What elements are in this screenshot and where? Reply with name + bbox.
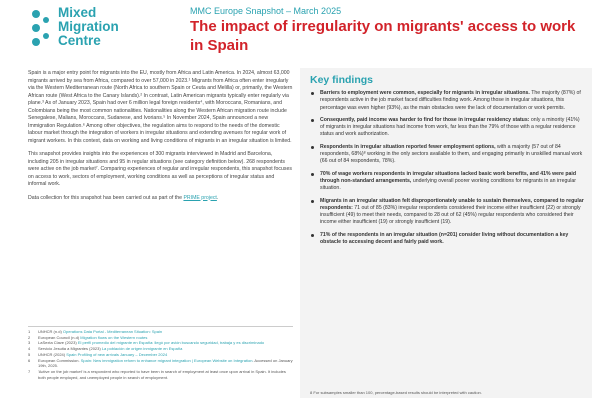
bullet-icon <box>311 234 314 237</box>
footnote-number: 7 <box>28 368 31 374</box>
finding-text: with a majority (57 out of 84 respondents, 68%)⁸ working in the only sectors available to them, and engaging primarily in unskilled manual work (66 out of 84 respondents, 78%). <box>320 143 583 165</box>
finding-text: The majority (87%) of respondents active in the job market faced difficulties finding work. Among those in irregular situations, this percentage was even higher (93%), as the main obstacles were the lack of documentation or work permits. <box>320 90 581 111</box>
footnote-number: 3 <box>28 340 31 346</box>
footnote-text: 'Active on the job market' is a respondent who reported to have been in search of employment at least once upon arrival in Spain. It includes both people employed, and unemployed people in search of employment. <box>38 368 286 380</box>
finding-bold: Barriers to employment were common, especially for migrants in irregular situations. <box>320 90 530 96</box>
footnote-number: 1 <box>28 329 31 334</box>
logo-text <box>58 6 119 48</box>
finding-bold: Respondents in irregular situation reported fewer employment options, <box>320 143 496 150</box>
bullet-icon <box>311 200 314 203</box>
key-findings-list <box>310 90 584 251</box>
footnote-number: 6 <box>28 357 31 363</box>
logo-mark-icon <box>30 8 52 48</box>
finding-text: 71 out of 85 (83%) irregular respondents considered their income either insufficient (22) or strongly insufficient (49) to meet their needs, compared to 28 out of 62 (45%) regular respondents who considered their income either insufficient (19) or strongly insufficient (19). <box>320 204 581 226</box>
footnote-link[interactable]: Spain: New immigration reform to enhance migrant integration | European Website on Integration <box>80 357 253 363</box>
footnote <box>28 358 293 369</box>
footnote-text: LaSexta Clave (2023) <box>38 340 78 346</box>
logo-line-1: Mixed <box>58 5 97 20</box>
footnote-suffix: . Accessed on January 19th, 2025. <box>38 357 293 369</box>
footnote-number: 4 <box>28 346 31 352</box>
list-item <box>310 171 584 193</box>
logo-line-3: Centre <box>58 33 101 48</box>
logo-line-2: Migration <box>58 19 119 34</box>
footnote-number: 5 <box>28 351 31 357</box>
footnote-number: 2 <box>28 334 31 340</box>
list-item <box>310 90 584 112</box>
intro-paragraph-3 <box>28 195 293 203</box>
key-findings-title: Key findings <box>310 74 374 86</box>
finding-text: only a minority (41%) of migrants in irregular situations had income from work, far less than the 79% of those with a regular residence status and work authorization. <box>320 116 580 138</box>
bullet-icon <box>311 92 314 95</box>
footnotes <box>28 326 293 380</box>
bullet-icon <box>311 119 314 122</box>
prime-project-link[interactable]: PRIME project <box>183 194 217 201</box>
right-footnote: 8 For subsamples smaller than 100, percentage-based results should be interpreted with caution. <box>310 390 482 395</box>
footnote-text: European Council (n.d) <box>38 334 81 340</box>
list-item <box>310 144 584 166</box>
key-findings-panel <box>300 68 592 398</box>
intro-paragraph-2: This snapshot provides insights into the experiences of 300 migrants interviewed in Madrid and Barcelona, including 205 in irregular situations and 95 in regular situations (see category definition below). 268 respondents were active on the job market⁷. Comparing experiences of regular and irregular respondents, this snapshot focuses on access to work, sectors of employment, working conditions as well as perceptions of irregular status and informal work. <box>28 151 292 187</box>
p3-prefix: Data collection for this snapshot has been carried out as part of the <box>28 194 184 201</box>
footnote-link[interactable]: Migration flows on the Western routes <box>80 334 148 340</box>
bullet-icon <box>311 173 314 176</box>
footnote-text: UNHCR (n.d) <box>38 329 63 334</box>
p3-suffix: . <box>216 194 219 201</box>
footnote-link[interactable]: Operations Data Portal - Mediterranean Situation: Spain <box>62 329 163 334</box>
footnote-link[interactable]: El perfil promedio del migrante en España: llegó por avión buscando seguridad, trabaja y es discriminado <box>77 340 265 346</box>
footnote-link[interactable]: La población de origen inmigrante en España <box>101 346 183 352</box>
bullet-icon <box>311 146 314 149</box>
footnote-link[interactable]: Spain Profiling of new arrivals January – December 2024 <box>66 351 168 357</box>
footnote-text: UNHCR (2024) <box>38 351 67 357</box>
finding-bold: 70% of wage workers respondents in irregular situations lacked basic work benefits, and 41% were paid through non-standard arrangements, <box>320 170 576 184</box>
logo <box>30 4 160 52</box>
finding-bold: Migrants in an irregular situation felt disproportionately unable to sustain themselves, compared to regular respondents: <box>320 197 584 211</box>
list-item <box>310 232 584 247</box>
intro-paragraph-1: Spain is a major entry point for migrants into the EU, mostly from Africa and Latin America. In 2024, almost 63,000 migrants arrived by sea from Africa, compared to over 57,000 in 2023.¹ Migrants from Africa often enter irregularly via the Western Mediterranean route (North Africa to southern Spain or Ceuta and Melilla) or, primarily, the Western African route (West Africa to the Canary Islands).² In contrast, Latin American migrants typically enter regularly via plane.³ As of January 2023, Spain had over 6 million legal foreign residents⁴, with Moroccans, Romanians, and Colombians being the most common nationalities. Nationalities along the Western African migration route include Senegalese, Malians, Moroccans, Sudanese, and Ivorians.⁵ In November 2024, Spain announced a new Immigration Regulation.⁶ Among other objectives, the regulation aims to respond to the needs of the domestic labour market through the integration of workers in irregular situations and extending avenues for regular work of migrant workers. In this context, data on working and living conditions of migrants in an irregular situation is limited. <box>28 70 293 144</box>
intro-column <box>28 70 293 208</box>
header-series: MMC Europe Snapshot – March 2025 <box>190 6 342 16</box>
page-title: The impact of irregularity on migrants' access to work in Spain <box>190 18 576 54</box>
list-item <box>310 198 584 227</box>
footnote <box>28 369 293 380</box>
footnote-text: Servicio Jesuita a Migrantes (2023) <box>38 346 102 352</box>
footnote-text: European Commission. <box>38 357 81 363</box>
finding-bold: 71% of the respondents in an irregular situation (n=201) consider living without documentation a key obstacle to accessing decent and fairly paid work. <box>320 231 569 246</box>
finding-bold: Consequently, paid income was harder to find for those in irregular residency status: <box>320 116 530 123</box>
finding-text: underlying overall poorer working conditions for migrants in an irregular situation. <box>320 177 577 192</box>
list-item <box>310 117 584 139</box>
